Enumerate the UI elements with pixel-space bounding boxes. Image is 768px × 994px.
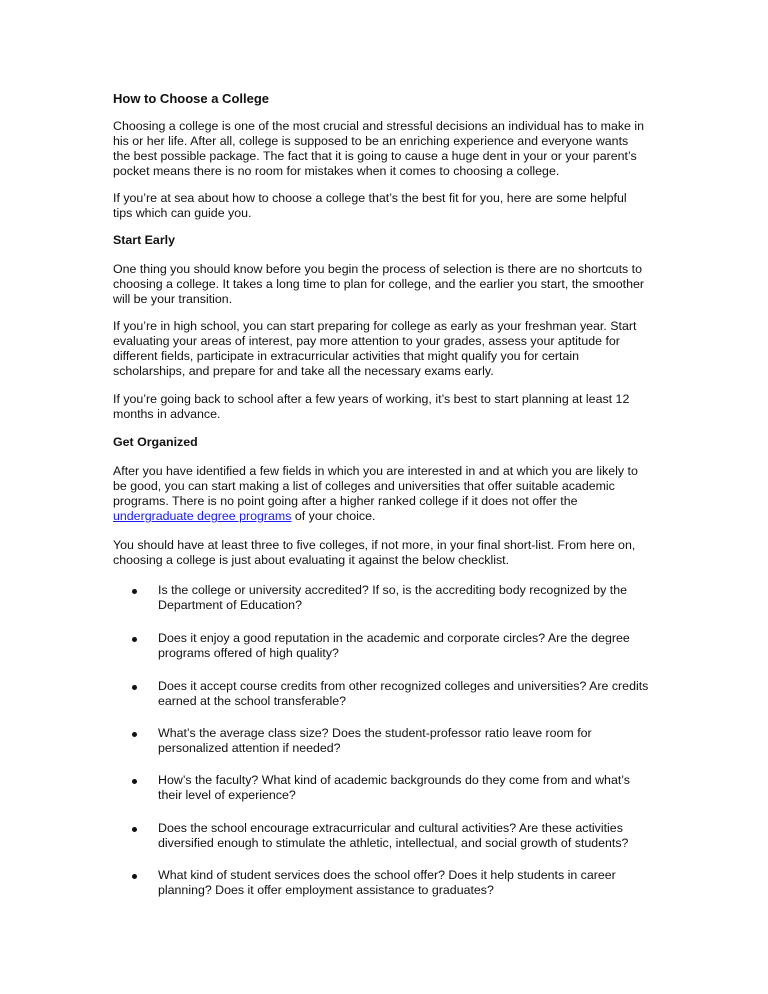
checklist-item <box>158 868 616 898</box>
text-line: Is the college or university accredited? If so, is the accrediting body recognized by the <box>158 583 628 597</box>
text-line: Does it enjoy a good reputation in the academic and corporate circles? Are the degree <box>158 631 630 645</box>
text-line: diversified enough to stimulate the athletic, intellectual, and social growth of students? <box>158 836 629 850</box>
text-line: tips which can guide you. <box>113 206 252 220</box>
paragraph-tips <box>113 191 627 221</box>
bullet-icon <box>132 637 137 642</box>
paragraph-fields <box>113 464 638 524</box>
bullet-icon <box>132 874 137 879</box>
text-line: After you have identified a few fields in which you are interested in and at which you are likely to <box>113 464 638 478</box>
paragraph-shortcuts <box>113 262 644 307</box>
text-line: evaluating your areas of interest, pay more attention to your grades, assess your aptitude for <box>113 334 620 348</box>
text-line: months in advance. <box>113 407 221 421</box>
bullet-icon <box>132 589 137 594</box>
paragraph-back-to-school <box>113 392 629 422</box>
text-line: pocket means there is no room for mistakes when it comes to choosing a college. <box>113 164 560 178</box>
bullet-icon <box>132 685 137 690</box>
text-line <box>113 509 638 524</box>
text-line: How’s the faculty? What kind of academic backgrounds do they come from and what’s <box>158 773 631 787</box>
checklist-item <box>158 583 627 613</box>
text-line: If you’re in high school, you can start preparing for college as early as your freshman year. Start <box>113 319 637 333</box>
heading-start-early: Start Early <box>113 233 175 247</box>
document-title: How to Choose a College <box>113 91 270 106</box>
checklist-item <box>158 679 648 709</box>
checklist-item <box>158 631 630 661</box>
heading-get-organized: Get Organized <box>113 435 198 449</box>
text-line: If you’re at sea about how to choose a college that’s the best fit for you, here are some helpful <box>113 191 627 205</box>
checklist-item <box>158 726 592 756</box>
text-line: choosing a college. It takes a long time to plan for college, and the earlier you start, the smoother <box>113 277 645 291</box>
text-line: Does it accept course credits from other recognized colleges and universities? Are credits <box>158 679 649 693</box>
text-line: If you’re going back to school after a few years of working, it’s best to start planning at least 12 <box>113 392 630 406</box>
text-line: scholarships, and prepare for and take all the necessary exams early. <box>113 364 494 378</box>
bullet-icon <box>132 827 137 832</box>
text-line: Does the school encourage extracurricular and cultural activities? Are these activities <box>158 821 623 835</box>
text-line: What kind of student services does the school offer? Does it help students in career <box>158 868 616 882</box>
text-line: You should have at least three to five colleges, if not more, in your final short-list. From here on, <box>113 538 636 552</box>
text-line: Choosing a college is one of the most crucial and stressful decisions an individual has to make in <box>113 119 645 133</box>
text-span: of your choice. <box>291 509 376 523</box>
text-line: the best possible package. The fact that it is going to cause a huge dent in your or your parent’s <box>113 149 637 163</box>
text-line: programs. There is no point going after a higher ranked college if it does not offer the <box>113 494 578 508</box>
text-line: their level of experience? <box>158 788 296 802</box>
text-line: his or her life. After all, college is supposed to be an enriching experience and everyone wants <box>113 134 629 148</box>
text-line: different fields, participate in extracurricular activities that might qualify you for certain <box>113 349 580 363</box>
paragraph-short-list <box>113 538 635 568</box>
paragraph-high-school <box>113 319 636 379</box>
text-line: choosing a college is just about evaluating it against the below checklist. <box>113 553 510 567</box>
text-line: personalized attention if needed? <box>158 741 341 755</box>
text-line: will be your transition. <box>113 292 233 306</box>
checklist-item <box>158 773 630 803</box>
undergraduate-programs-link[interactable]: undergraduate degree programs <box>113 509 292 523</box>
text-line: What’s the average class size? Does the student-professor ratio leave room for <box>158 726 592 740</box>
text-line: planning? Does it offer employment assistance to graduates? <box>158 883 494 897</box>
text-line: Department of Education? <box>158 598 302 612</box>
text-line: programs offered of high quality? <box>158 646 339 660</box>
text-line: One thing you should know before you begin the process of selection is there are no shortcuts to <box>113 262 642 276</box>
text-line: be good, you can start making a list of colleges and universities that offer suitable academic <box>113 479 615 493</box>
bullet-icon <box>132 732 137 737</box>
text-line: earned at the school transferable? <box>158 694 347 708</box>
checklist-item <box>158 821 628 851</box>
bullet-icon <box>132 779 137 784</box>
paragraph-intro <box>113 119 644 179</box>
